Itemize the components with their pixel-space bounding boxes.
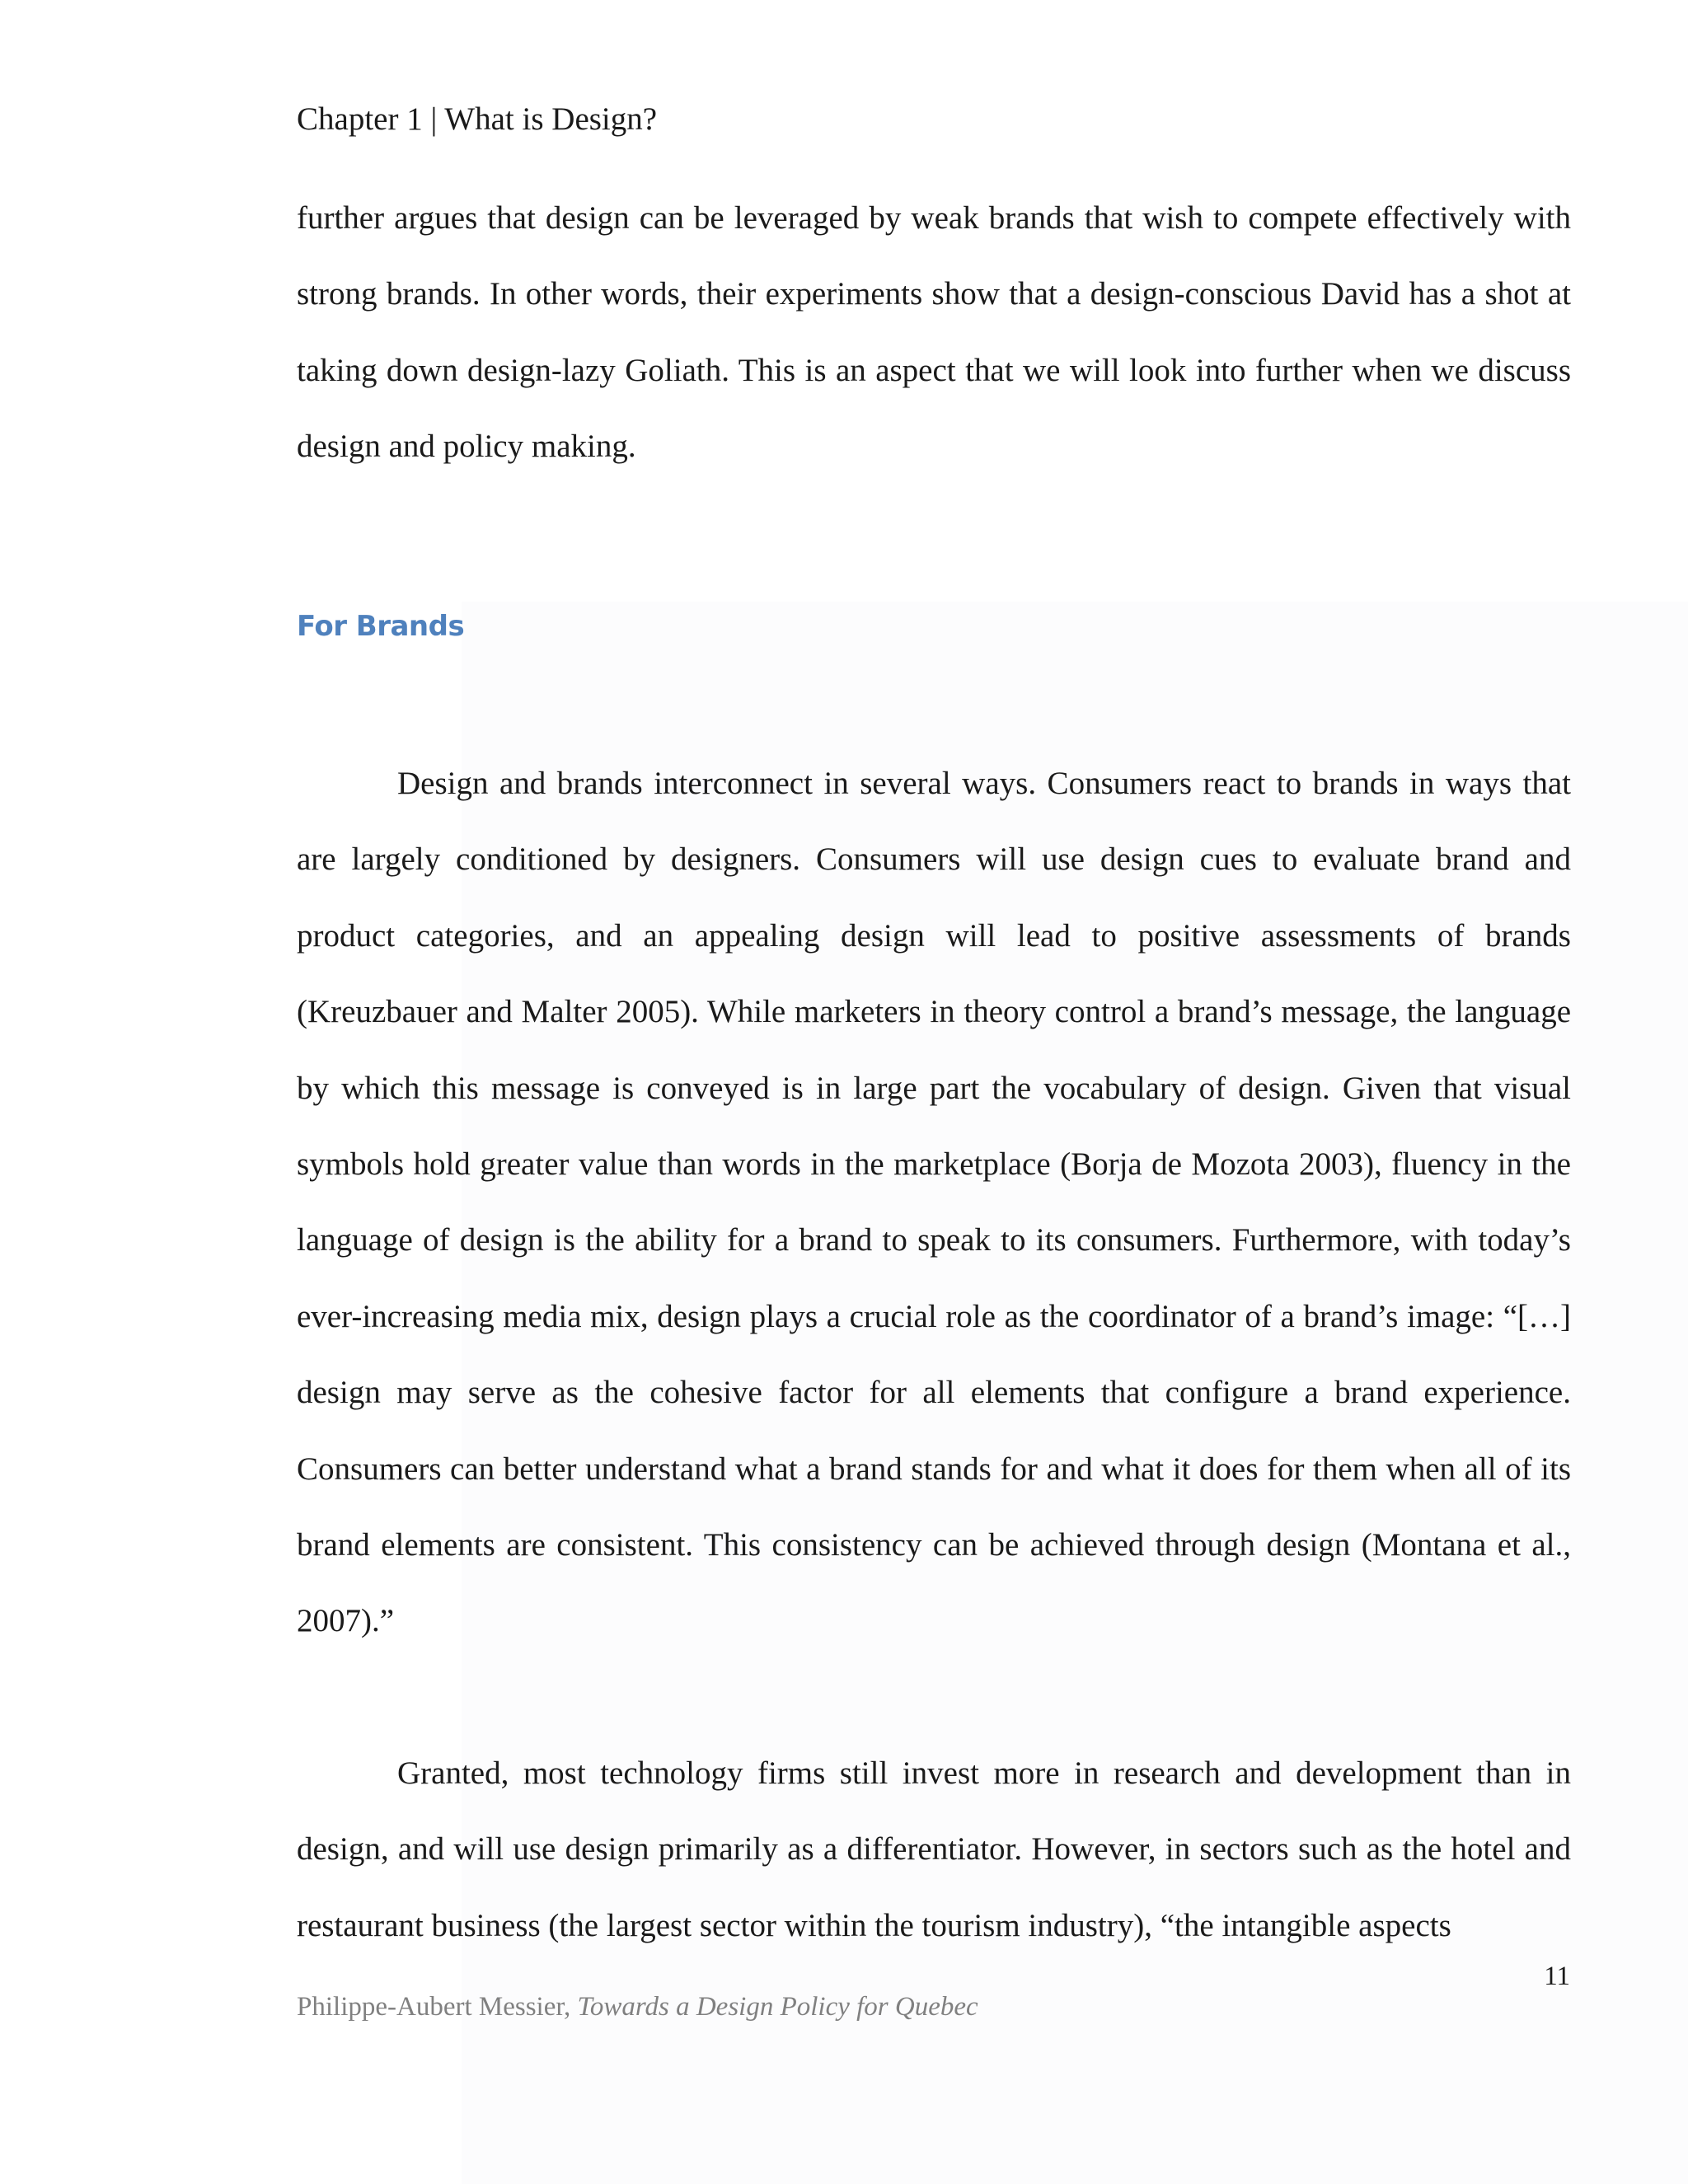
body-paragraph-1: Design and brands interconnect in several ways. Consumers react to brands in ways that are largely conditioned by designers. Consumers will use design cues to evaluate brand and product categories, and an appealing design will lead to positive assessments of brands (Kreuzbauer and Malter 2005). While marketers in theory control a brand’s message, the language by which this message is conveyed is in large part the vocabulary of design. Given that visual symbols hold greater value than words in the marketplace (Borja de Mozota 2003), fluency in the language of design is the ability for a brand to speak to its consumers. Furthermore, with today’s ever-increasing media mix, design plays a crucial role as the coordinator of a brand’s image: “[…] design may serve as the cohesive factor for all elements that configure a brand experience. Consumers can better understand what a brand stands for and what it does for them when all of its brand elements are consistent. This consistency can be achieved through design (Montana et al., 2007).” (297, 766, 1571, 1639)
continued-paragraph: further argues that design can be leveraged by weak brands that wish to compete effectively with strong brands. In other words, their experiments show that a design-conscious David has a shot at taking down design-lazy Goliath. This is an aspect that we will look into further when we discuss design and policy making. (297, 200, 1571, 465)
running-header: Chapter 1 | What is Design? (297, 101, 658, 137)
footer-author: Philippe-Aubert Messier, (297, 1992, 578, 2022)
section-heading: For Brands (297, 610, 465, 643)
body-paragraph-2: Granted, most technology firms still invest more in research and development than in design, and will use design primarily as a differentiator. However, in sectors such as the hotel and restaurant business (the largest sector within the tourism industry), “the intangible aspects (297, 1755, 1571, 1943)
page-number: 11 (1544, 1961, 1570, 1991)
footer-title: Towards a Design Policy for Quebec (577, 1992, 978, 2022)
running-footer (297, 1987, 978, 2027)
